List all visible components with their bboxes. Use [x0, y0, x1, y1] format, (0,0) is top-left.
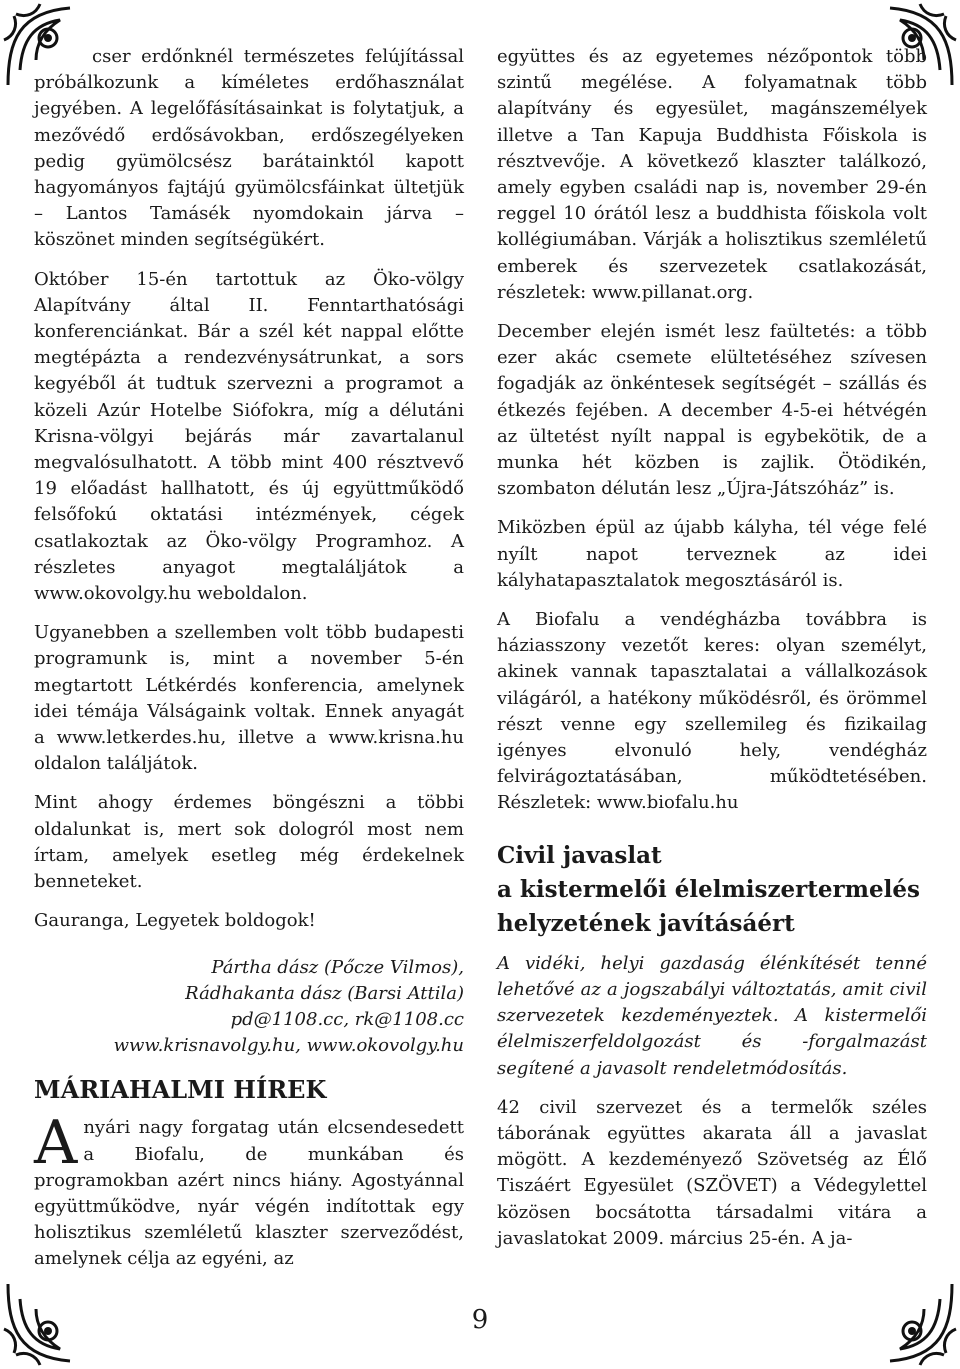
paragraph-budapest-programs: Ugyanebben a szellemben volt több budapesti programunk is, mint a november 5-én megtartott Létkérdés konferencia, amelynek idei témája Válságaink voltak. Ennek anyagát a www.letkerdes.hu, illetve a www.krisna.hu oldalon találjátok. — [34, 622, 464, 775]
paragraph-greeting: Gauranga, Legyetek boldogok! — [34, 910, 316, 932]
paragraph-browse: Mint ahogy érdemes böngészni a többi oldalunkat is, mert sok dologról most nem írtam, amelyek esetleg még érdekelnek benneteket. — [34, 792, 464, 893]
signature-emails: pd@1108.cc, rk@1108.cc — [230, 1008, 464, 1030]
paragraph-biofalu-text: nyári nagy forgatag után elcsendesedett a Biofalu, de munkában és programokban azért nincs hiány. Agostyánnal együttműködve, nyár végén indítottak egy holisztikus szemléletű klaszter szerveződést, amelynek célja az egyéni, az — [34, 1117, 464, 1270]
paragraph-cluster: együttes és az egyetemes nézőpontok több szintű megélése. A folyamatnak több alapítvány és egyesület, magánszemélyek illetve a Tan Kapuja Buddhista Főiskola is résztvevője. A következő klaszter találkozó, amely egyben családi nap is, november 29-én reggel 10 órától lesz a buddhista főiskola volt kollégiumában. Várják a holisztikus szemléletű emberek és szervezetek csatlakozását, részletek: www.pillanat.org. — [497, 46, 927, 303]
article-heading — [497, 839, 927, 941]
article-heading-line-2: a kistermelői élelmiszertermelés — [497, 875, 920, 903]
right-column — [497, 44, 927, 1265]
article-heading-line-1: Civil javaslat — [497, 841, 662, 869]
paragraph-stove: Miközben épül az újabb kályha, tél vége felé nyílt napot terveznek az idei kályhatapasztalatok megosztásáról is. — [497, 517, 927, 591]
paragraph-conference: Október 15-én tartottuk az Öko-völgy Alapítvány által II. Fenntarthatósági konferenciánkat. Bár a szél két nappal előtte megtépázta a rendezvénysátrunkat, a sors kegyéből át tudtuk szervezni a programot a közeli Azúr Hotelbe Siófokra, míg a délutáni Krisna-völgyi bejárás már zavartalanul megvalósulhatott. A több mint 400 résztvevő 19 előadást hallhatott, és új együttműködő felsőfokú oktatási intézmények, cégek csatlakoztak az Öko-völgy Programhoz. A részletes anyagot megtaláljátok a www.okovolgy.hu weboldalon. — [34, 268, 464, 605]
paragraph-tree-planting: December elején ismét lesz faültetés: a több ezer akác csemete elültetéséhez szívesen fogadják az önkéntesek segítségét – szállás és étkezés fejében. A december 4-5-ei hétvégén az ültetést nyílt nappal is egybekötik, de a munka hét közben is zajlik. Ötödikén, szombaton délután lesz „Újra-Játszóház” is. — [497, 321, 927, 500]
left-column — [34, 44, 464, 1273]
paragraph-biofalu-intro — [34, 1108, 464, 1272]
page-number: 9 — [471, 1305, 489, 1335]
signature-line-2: Rádhakanta dász (Barsi Attila) — [185, 982, 464, 1004]
drop-cap: A — [34, 1108, 78, 1179]
signature-websites: www.krisnavolgy.hu, www.okovolgy.hu — [113, 1035, 464, 1057]
paragraph-forest: cser erdőnknél természetes felújítással próbálkozunk a kíméletes erdőhasználat jegyében. A legelőfásításainkat is folytatjuk, a mezővédő erdősávokban, erdőszegélyeken pedig gyümölcsész barátainktól kapott hagyományos fajtájú gyümölcsfáinkat ültetjük – Lantos Tamásék nyomdokain járva – köszönet minden segítségükért. — [34, 46, 464, 251]
signature-block — [34, 955, 464, 1060]
paragraph-civil-proposal: 42 civil szervezet és a termelők széles táborának együttes akarata áll a javaslat mögött. A kezdeményező Szövetség az Élő Tiszáért Egyesület (SZÖVET) a Védegylettel közösen bocsátotta társadalmi vitára a javaslatokat 2009. március 25-én. A ja- — [497, 1096, 927, 1249]
section-heading-mariahalmi: MÁRIAHALMI HÍREK — [34, 1075, 327, 1105]
ornament-corner-bottom-right-icon — [880, 1279, 960, 1369]
paragraph-hostess: A Biofalu a vendégházba továbbra is háziasszony vezetőt keres: olyan személyt, akinek vannak tapasztalatai a vállalkozások világáról, a hatékony működésről, és örömmel részt venne egy szellemileg és fizikailag igényes elvonuló hely, vendégház felvirágoztatásában, működtetésében. Részletek: www.biofalu.hu — [497, 609, 927, 814]
signature-line-1: Pártha dász (Pőcze Vilmos), — [211, 956, 464, 978]
article-lead: A vidéki, helyi gazdaság élénkítését tenné lehetővé az a jogszabályi változtatás, amit civil szervezetek kezdeményeztek. A kistermelői élelmiszerfeldolgozást és -forgalmazást segítené a javasolt rendeletmódosítás. — [497, 952, 927, 1079]
article-heading-line-3: helyzetének javításáért — [497, 909, 795, 937]
ornament-corner-bottom-left-icon — [0, 1279, 80, 1369]
